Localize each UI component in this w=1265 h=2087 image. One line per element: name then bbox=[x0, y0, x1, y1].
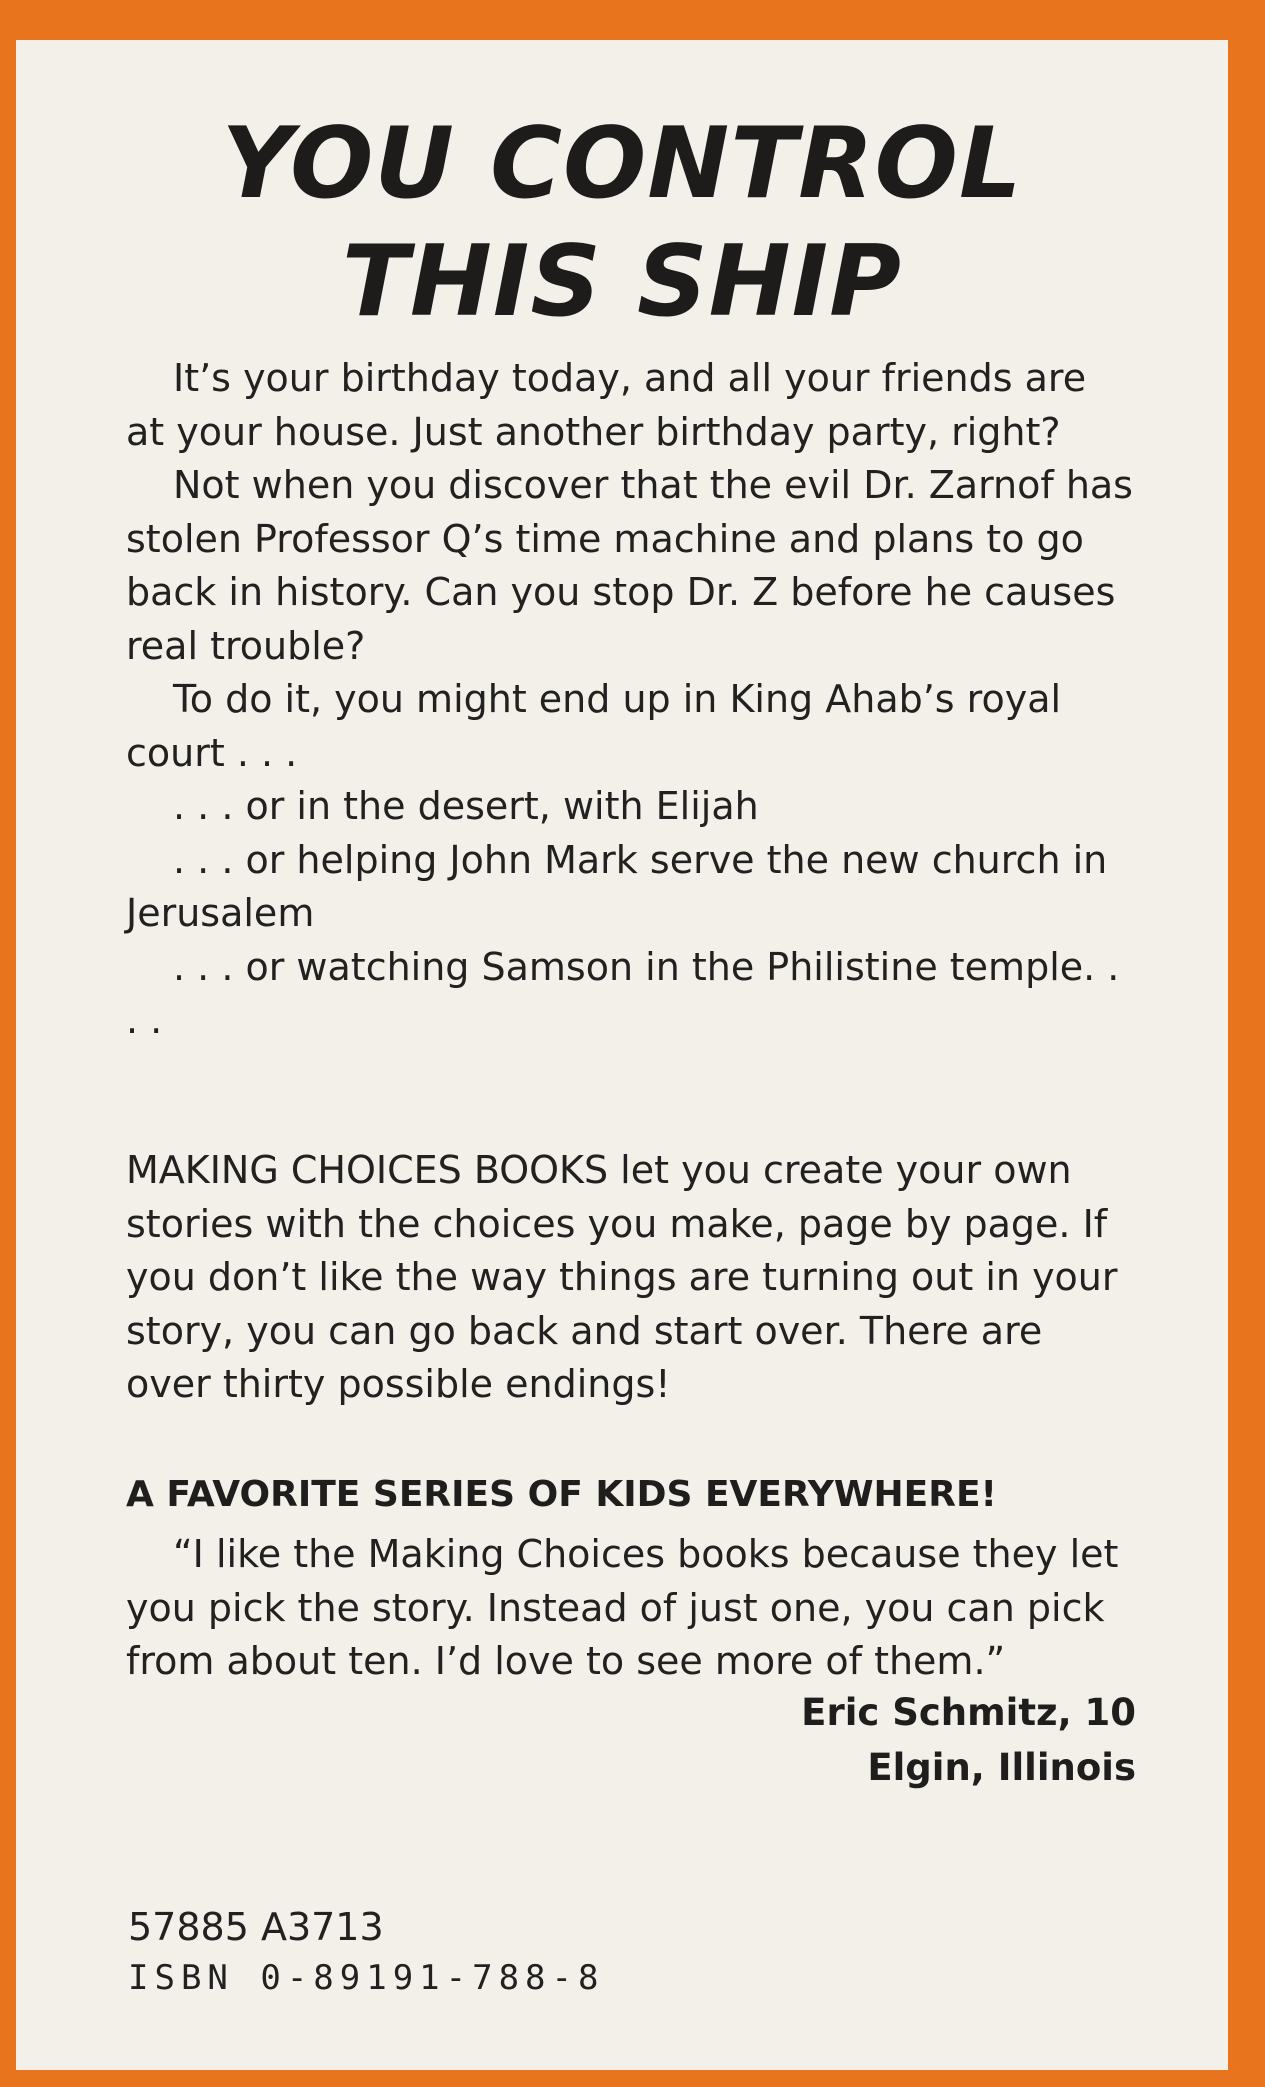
story-blurb bbox=[126, 352, 1136, 1048]
blurb-paragraph: Not when you discover that the evil Dr. Zarnof has stolen Professor Q’s time machine and plans to go back in history. Can you stop Dr. Z before he causes real trouble? bbox=[126, 463, 1133, 668]
product-code: 57885 A3713 bbox=[128, 1905, 384, 1949]
blurb-paragraph: To do it, you might end up in King Ahab’s royal court . . . bbox=[126, 677, 1062, 775]
pitch-paragraph: MAKING CHOICES BOOKS let you create your own stories with the choices you make, page by page. If you don’t like the way things are turning out in your story, you can go back and start over. There are over thirty possible endings! bbox=[126, 1148, 1118, 1406]
attribution-place: Elgin, Illinois bbox=[867, 1746, 1136, 1789]
series-pitch bbox=[126, 1144, 1136, 1412]
blurb-paragraph: . . . or watching Samson in the Philistine temple. . . . bbox=[126, 944, 1120, 1042]
quote-text: “I like the Making Choices books because they let you pick the story. Instead of just one, you can pick from about ten. I’d love to see more of them.” bbox=[126, 1532, 1119, 1683]
reader-quote bbox=[126, 1528, 1136, 1689]
attribution-name: Eric Schmitz, 10 bbox=[801, 1691, 1136, 1734]
blurb-paragraph: . . . or helping John Mark serve the new church in Jerusalem bbox=[126, 837, 1108, 935]
title-line-2: THIS SHIP bbox=[342, 225, 902, 339]
cover-title bbox=[16, 105, 1228, 341]
quote-attribution bbox=[801, 1685, 1136, 1795]
title-line-1: YOU CONTROL bbox=[221, 107, 1023, 221]
series-heading: A FAVORITE SERIES OF KIDS EVERYWHERE! bbox=[126, 1474, 997, 1515]
blurb-paragraph: It’s your birthday today, and all your friends are at your house. Just another birthday party, right? bbox=[126, 356, 1087, 454]
back-cover bbox=[16, 40, 1228, 2070]
isbn-number: ISBN 0-89191-788-8 bbox=[128, 1958, 605, 1998]
blurb-paragraph: . . . or in the desert, with Elijah bbox=[173, 784, 759, 828]
